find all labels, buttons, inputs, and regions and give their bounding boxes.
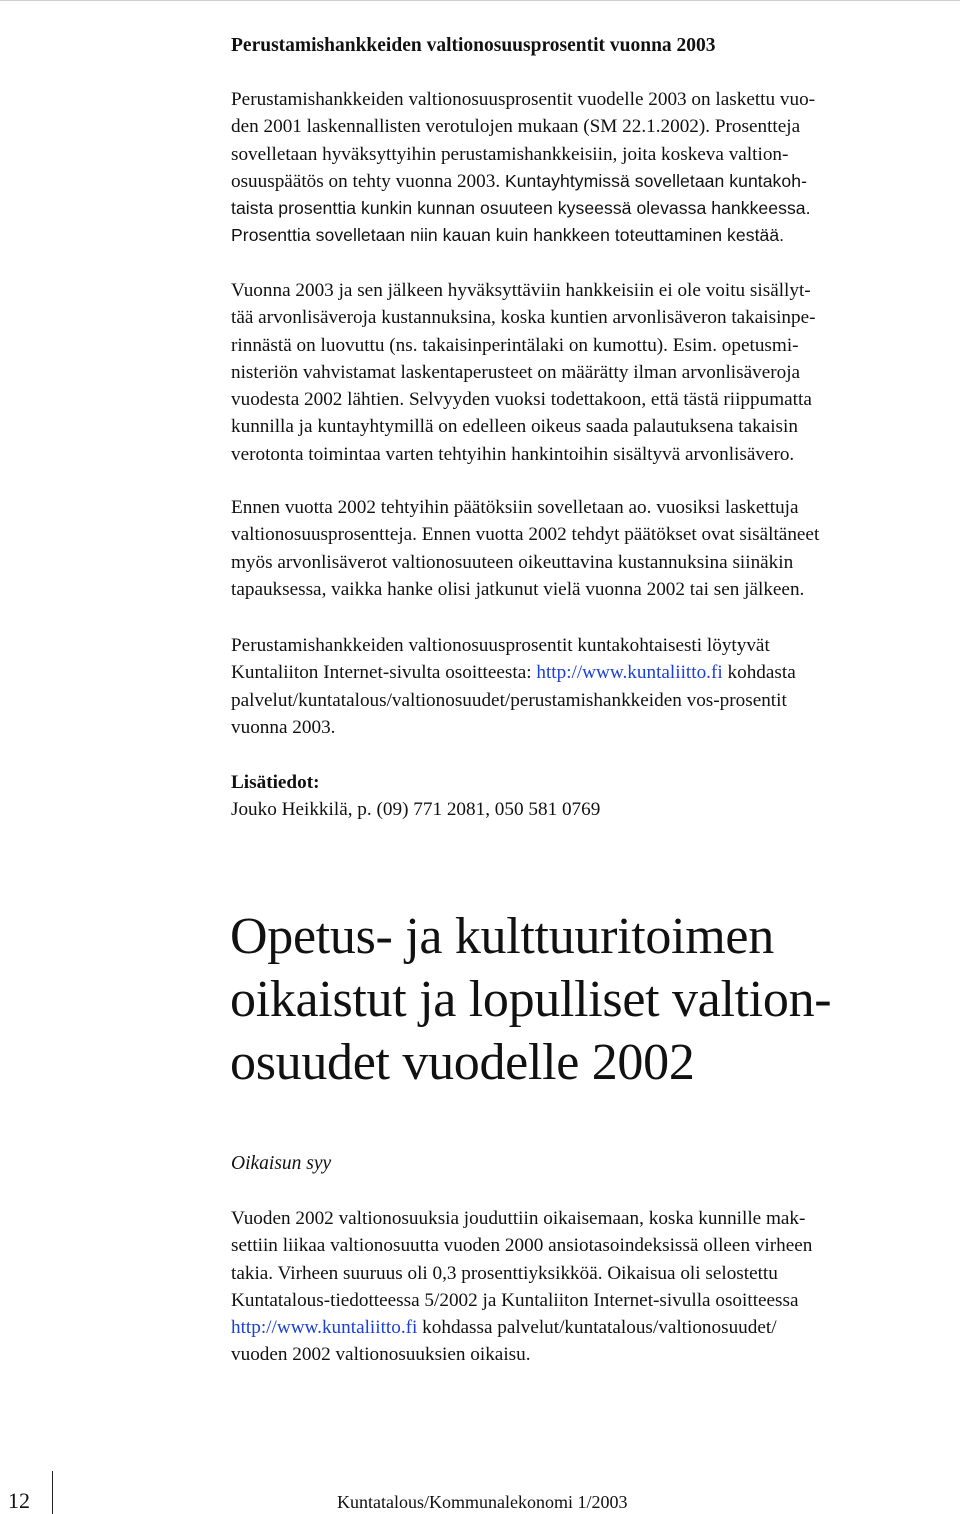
text-segment: kohdassa palvelut/kuntatalous/valtionosuudet/ bbox=[417, 1317, 777, 1339]
text-line: rinnästä on luovuttu (ns. takaisinperintälaki on kumottu). Esim. opetusmi- bbox=[231, 334, 799, 356]
text-line: sovelletaan hyväksyttyihin perustamishankkeisiin, joita koskeva valtion- bbox=[231, 143, 789, 165]
kuntaliitto-link[interactable]: http://www.kuntaliitto.fi bbox=[231, 1317, 418, 1339]
contact-block bbox=[231, 769, 600, 824]
section-title: Perustamishankkeiden valtionosuusprosentit vuonna 2003 bbox=[231, 35, 716, 56]
text-segment: osuuspäätös on tehty vuonna 2003. bbox=[231, 170, 505, 192]
text-line: Ennen vuotta 2002 tehtyihin päätöksiin sovelletaan ao. vuosiksi laskettuja bbox=[231, 497, 799, 518]
text-segment-sans: Kuntayhtymissä sovelletaan kuntakoh- bbox=[504, 170, 807, 191]
text-line bbox=[231, 168, 815, 195]
heading-line: osuudet vuodelle 2002 bbox=[230, 1034, 695, 1091]
text-line: myös arvonlisäverot valtionosuuteen oikeuttavina kustannuksina siinäkin bbox=[231, 551, 794, 573]
text-line: den 2001 laskennallisten verotulojen mukaan (SM 22.1.2002). Prosentteja bbox=[231, 116, 801, 138]
heading-line: oikaistut ja lopulliset valtion- bbox=[230, 971, 832, 1028]
text-line: Vuoden 2002 valtionosuuksia jouduttiin oikaisemaan, koska kunnille mak- bbox=[231, 1208, 806, 1229]
text-line: valtionosuusprosentteja. Ennen vuotta 2002 tehdyt päätökset ovat sisältäneet bbox=[231, 524, 820, 546]
text-line: settiin liikaa valtionosuutta vuoden 2000 ansiotasoindeksissä olleen virheen bbox=[231, 1235, 813, 1257]
text-line: vuoden 2002 valtionosuuksien oikaisu. bbox=[231, 1344, 531, 1366]
subheading: Oikaisun syy bbox=[231, 1153, 332, 1174]
text-line: Kuntatalous-tiedotteessa 5/2002 ja Kuntaliiton Internet-sivulla osoitteessa bbox=[231, 1289, 799, 1311]
text-line: nisteriön vahvistamat laskentaperusteet on määrätty ilman arvonlisäveroja bbox=[231, 361, 801, 383]
text-line: tapauksessa, vaikka hanke olisi jatkunut vielä vuonna 2002 tai sen jälkeen. bbox=[231, 578, 805, 600]
text-segment: kohdasta bbox=[722, 662, 796, 684]
text-line: kunnilla ja kuntayhtymillä on edelleen oikeus saada palautuksena takaisin bbox=[231, 416, 798, 438]
article-heading bbox=[230, 905, 831, 1094]
text-line: Vuonna 2003 ja sen jälkeen hyväksyttäviin hankkeisiin ei ole voitu sisällyt- bbox=[231, 280, 811, 301]
text-line: vuodesta 2002 lähtien. Selvyyden vuoksi todettakoon, että tästä riippumatta bbox=[231, 389, 812, 411]
paragraph-vat bbox=[231, 277, 816, 468]
text-line: palvelut/kuntatalous/valtionosuudet/perustamishankkeiden vos-prosentit bbox=[231, 689, 787, 711]
text-segment: Kuntaliiton Internet-sivulta osoitteesta: bbox=[231, 662, 537, 684]
text-line: takia. Virheen suuruus oli 0,3 prosenttiyksikköä. Oikaisua oli selostettu bbox=[231, 1262, 778, 1284]
paragraph-correction bbox=[231, 1205, 812, 1369]
text-line: Perustamishankkeiden valtionosuusprosentit vuodelle 2003 on laskettu vuo- bbox=[231, 89, 816, 110]
text-line-sans: Prosenttia sovelletaan niin kauan kuin hankkeen toteuttaminen kestää. bbox=[231, 225, 785, 246]
text-line bbox=[231, 1314, 812, 1341]
paragraph-website bbox=[231, 632, 796, 741]
text-line: vuonna 2003. bbox=[231, 716, 336, 738]
text-line: Perustamishankkeiden valtionosuusprosentit kuntakohtaisesti löytyvät bbox=[231, 635, 770, 656]
text-line: tää arvonlisäveroja kustannuksina, koska kuntien arvonlisäveron takaisinpe- bbox=[231, 307, 816, 329]
top-rule bbox=[0, 0, 960, 1]
text-line-sans: taista prosenttia kunkin kunnan osuuteen kyseessä olevassa hankkeessa. bbox=[231, 198, 811, 219]
footer-divider bbox=[52, 1471, 53, 1514]
paragraph-before-2002 bbox=[231, 494, 819, 603]
text-line: verotonta toimintaa varten tehtyihin hankintoihin sisältyvä arvonlisävero. bbox=[231, 443, 795, 465]
page-number: 12 bbox=[8, 1488, 30, 1513]
publication-name: Kuntatalous/Kommunalekonomi 1/2003 bbox=[337, 1492, 628, 1512]
kuntaliitto-link[interactable]: http://www.kuntaliitto.fi bbox=[536, 662, 723, 684]
contact-text: Jouko Heikkilä, p. (09) 771 2081, 050 581 0769 bbox=[231, 799, 601, 821]
contact-label: Lisätiedot: bbox=[231, 772, 320, 793]
heading-line: Opetus- ja kulttuuritoimen bbox=[230, 908, 774, 965]
text-line bbox=[231, 659, 796, 686]
paragraph-vos-2003 bbox=[231, 86, 815, 250]
